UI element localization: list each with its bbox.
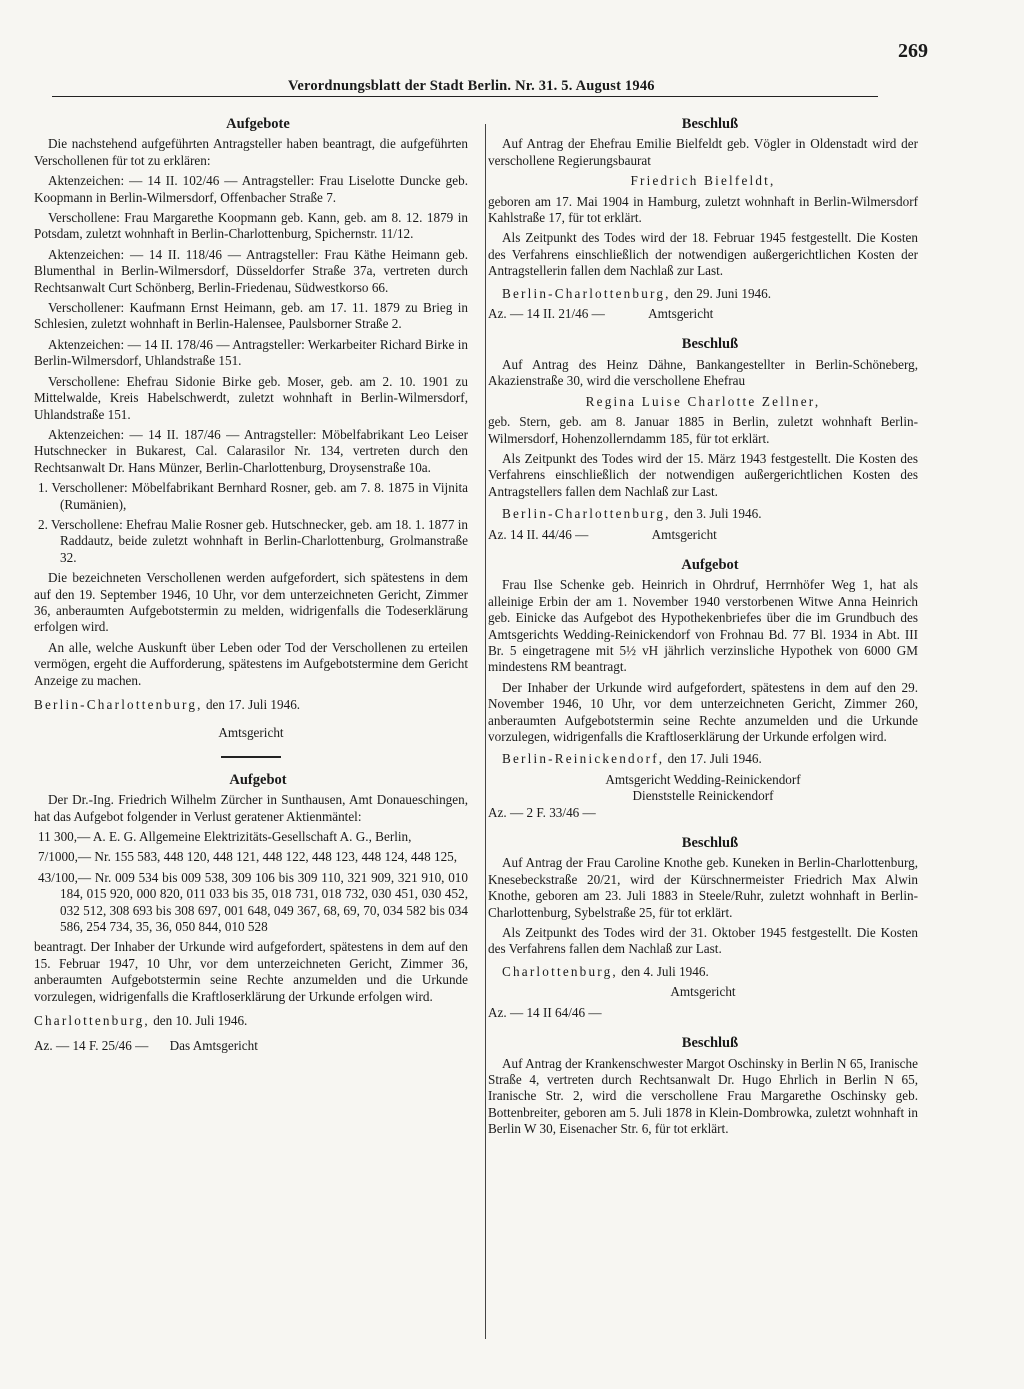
paragraph: Als Zeitpunkt des Todes wird der 31. Oktober 1945 festgestellt. Die Kosten des Verfahrens fallen dem Nachlaß zur Last. bbox=[488, 925, 918, 957]
place: Berlin-Reinickendorf, bbox=[502, 751, 665, 767]
case-number: Az. — 14 II 64/46 — bbox=[488, 1004, 602, 1020]
date: den 17. Juli 1946. bbox=[205, 697, 301, 712]
paragraph: Der Inhaber der Urkunde wird aufgefordert, spätestens in dem auf den 29. November 1946, 10 Uhr, vor dem unterzeichneten Gericht, Zimmer 260, anberaumten Aufgebotstermin seine Rechte anzumelden und die Urkunde vorzulegen, widrigenfalls die Kraftloserklärung der Urkunde erfolgen wird. bbox=[488, 679, 918, 744]
paragraph: Aktenzeichen: — 14 II. 102/46 — Antragsteller: Frau Liselotte Duncke geb. Koopmann in Berlin-Wilmersdorf, Offenbacher Straße 7. bbox=[34, 173, 468, 205]
case-number: Az. — 2 F. 33/46 — bbox=[488, 804, 596, 820]
notice-aufgebot-mortgage bbox=[488, 557, 918, 821]
section-heading: Beschluß bbox=[681, 1035, 739, 1052]
place-date-line bbox=[488, 506, 918, 522]
column-divider bbox=[485, 124, 486, 1339]
paragraph: Als Zeitpunkt des Todes wird der 18. Februar 1945 festgestellt. Die Kosten des Verfahrens einschließlich der notwendigen außergerichtlichen Kosten der Antragstellerin fallen dem Nachlaß zur Last. bbox=[488, 230, 918, 279]
court-signature: Amtsgericht bbox=[670, 984, 736, 1000]
share-list bbox=[34, 829, 468, 935]
paragraph: Auf Antrag der Krankenschwester Margot Oschinsky in Berlin N 65, Iranische Straße 4, vertreten durch Rechtsanwalt Dr. Hugo Ehrlich in Berlin N 65, Iranische Str. 2, wird die verschollene Frau Margarethe Oschinsky geb. Bottenbreiter, geboren am 5. Juli 1878 in Klein-Dombrowka, zuletzt wohnhaft in Berlin W 30, Eisenacher Str. 6, für tot erklärt. bbox=[488, 1055, 918, 1137]
paragraph: An alle, welche Auskunft über Leben oder Tod der Verschollenen zu erteilen vermögen, ergeht die Aufforderung, spätestens im Aufgebotstermine dem Gericht Anzeige zu machen. bbox=[34, 639, 468, 688]
notice-beschluss-1 bbox=[488, 116, 918, 322]
notice-beschluss-2 bbox=[488, 336, 918, 542]
notice-aufgebote bbox=[34, 116, 468, 742]
place-date-line bbox=[488, 751, 918, 767]
paragraph: Verschollener: Kaufmann Ernst Heimann, geb. am 17. 11. 1879 zu Brieg in Schlesien, zuletzt wohnhaft in Berlin-Halensee, Paulsborner Straße 2. bbox=[34, 300, 468, 332]
issue-number: Nr. 31. bbox=[515, 78, 558, 94]
paragraph: geboren am 17. Mai 1904 in Hamburg, zuletzt wohnhaft in Berlin-Wilmersdorf Kahlstraße 17, für tot erklärt. bbox=[488, 193, 918, 226]
case-number: Az. — 14 II. 21/46 — bbox=[488, 306, 605, 322]
list-item: 2. Verschollene: Ehefrau Malie Rosner geb. Hutschnecker, geb. am 18. 1. 1877 in Raddautz, beide zuletzt wohnhaft in Berlin-Charlottenburg, Grolmanstraße 32. bbox=[38, 516, 468, 565]
section-heading: Aufgebot bbox=[229, 771, 287, 788]
date: den 17. Juli 1946. bbox=[667, 751, 762, 767]
page-number: 269 bbox=[898, 40, 928, 62]
right-column bbox=[488, 116, 918, 1152]
date: den 4. Juli 1946. bbox=[621, 963, 709, 979]
list-item: 1. Verschollener: Möbelfabrikant Bernhard Rosner, geb. am 7. 8. 1875 in Vijnita (Rumänien), bbox=[38, 480, 468, 512]
az-court-line bbox=[488, 306, 918, 322]
court-signature: Amtsgericht bbox=[648, 306, 714, 322]
section-heading: Beschluß bbox=[681, 336, 739, 353]
list-item: 11 300,— A. E. G. Allgemeine Elektrizitäts-Gesellschaft A. G., Berlin, bbox=[38, 829, 412, 845]
place: Charlottenburg, bbox=[502, 963, 618, 979]
paragraph: geb. Stern, geb. am 8. Januar 1885 in Berlin, zuletzt wohnhaft Berlin-Wilmersdorf, Hohenzollerndamm 185, für tot erklärt. bbox=[488, 414, 918, 446]
notice-aufgebot-shares bbox=[34, 772, 468, 1054]
place: Berlin-Charlottenburg, bbox=[502, 285, 671, 301]
place: Berlin-Charlottenburg, bbox=[502, 506, 671, 522]
list-item: 43/100,— Nr. 009 534 bis 009 538, 309 106 bis 309 110, 321 909, 321 910, 010 184, 015 920, 000 820, 011 033 bis 35, 018 731, 018 732, 030 451, 030 452, 032 512, 308 693 bis 308 697, 001 648, 049 367, 68, 69, 70, 034 582 bis 034 586, 254 734, 35, 36, 050 844, 010 528 bbox=[38, 869, 468, 935]
az-court-line bbox=[488, 527, 918, 543]
list-item: 7/1000,— Nr. 155 583, 448 120, 448 121, 448 122, 448 123, 448 124, 448 125, bbox=[38, 849, 458, 865]
court-signature: Amtsgericht Wedding-Reinickendorf bbox=[605, 771, 801, 787]
section-divider bbox=[221, 756, 281, 758]
paragraph: Aktenzeichen: — 14 II. 178/46 — Antragsteller: Werkarbeiter Richard Birke in Berlin-Wilmersdorf, Uhlandstraße 151. bbox=[34, 336, 468, 369]
paragraph: Auf Antrag der Frau Caroline Knothe geb. Kuneken in Berlin-Charlottenburg, Knesebeckstraße 20/21, wird der Kürschnermeister Friedrich Max Alwin Knothe, geboren am 23. Juli 1883 in Steele/Ruhr, zuletzt wohnhaft in Berlin-Charlottenburg, Sybelstraße 25, für tot erklärt. bbox=[488, 855, 918, 920]
case-number: Az. 14 II. 44/46 — bbox=[488, 526, 589, 542]
page-header bbox=[288, 78, 655, 95]
issue-date: 5. August 1946 bbox=[561, 78, 655, 94]
paragraph: Auf Antrag der Ehefrau Emilie Bielfeldt geb. Vögler in Oldenstadt wird der verschollene Regierungsbaurat bbox=[488, 136, 918, 168]
paragraph: Als Zeitpunkt des Todes wird der 15. März 1943 festgestellt. Die Kosten des Verfahrens einschließlich der notwendigen außergerichtlichen Kosten des Antragstellers fallen dem Nachlaß zur Last. bbox=[488, 450, 918, 499]
place-date-line bbox=[488, 964, 918, 980]
court-signature: Das Amtsgericht bbox=[169, 1037, 258, 1053]
paragraph: Der Dr.-Ing. Friedrich Wilhelm Zürcher in Sunthausen, Amt Donaueschingen, hat das Aufgebot folgender in Verlust geratener Aktienmäntel: bbox=[34, 792, 468, 824]
section-heading: Aufgebote bbox=[226, 116, 290, 132]
court-signature: Amtsgericht bbox=[218, 725, 284, 741]
paragraph: Auf Antrag des Heinz Dähne, Bankangestellter in Berlin-Schöneberg, Akazienstraße 30, wird die verschollene Ehefrau bbox=[488, 356, 918, 389]
place: Charlottenburg, bbox=[34, 1013, 150, 1029]
left-column bbox=[34, 116, 468, 1068]
case-number: Az. — 14 F. 25/46 — bbox=[34, 1037, 149, 1053]
section-heading: Aufgebot bbox=[681, 556, 739, 573]
paragraph: Die nachstehend aufgeführten Antragsteller haben beantragt, die aufgeführten Verschollenen für tot zu erklären: bbox=[34, 136, 468, 168]
header-rule bbox=[52, 96, 878, 97]
section-heading: Beschluß bbox=[681, 835, 739, 852]
date: den 10. Juli 1946. bbox=[153, 1013, 248, 1029]
paragraph: Aktenzeichen: — 14 II. 187/46 — Antragsteller: Möbelfabrikant Leo Leiser Hutschnecker in Bukarest, Cal. Calarasilor Nr. 134, vertreten durch den Rechtsanwalt Dr. Hans Münzer, Berlin-Charlottenburg, Droysenstraße 10a. bbox=[34, 426, 468, 475]
notice-beschluss-4 bbox=[488, 1035, 918, 1137]
paragraph: Frau Ilse Schenke geb. Heinrich in Ohrdruf, Herrnhöfer Weg 1, hat als alleinige Erbin der am 1. November 1940 verstorbenen Witwe Anna Heinrich geb. Einicke das Aufgebot des Hypothekenbriefes über die im Grundbuch des Amtsgerichts Wedding-Reinickendorf von Frohnau Bd. 77 Bl. 1934 in Abt. III Br. 5 eingetragene mit 5½ vH jährlich verzinsliche Hypothek von 6000 GM mindestens RM beantragt. bbox=[488, 577, 918, 675]
paragraph: Aktenzeichen: — 14 II. 118/46 — Antragsteller: Frau Käthe Heimann geb. Blumenthal in Berlin-Wilmersdorf, Düsseldorfer Straße 37a, vertreten durch Rechtsanwalt Curt Schönberg, Berlin-Friedenau, Südwestkorso 66. bbox=[34, 246, 468, 295]
place: Berlin-Charlottenburg, bbox=[34, 697, 203, 712]
paragraph: Verschollene: Ehefrau Sidonie Birke geb. Moser, geb. am 2. 10. 1901 zu Mittelwalde, Kreis Habelschwerdt, zuletzt wohnhaft in Berlin-Wilmersdorf, Uhlandstraße 151. bbox=[34, 373, 468, 422]
paragraph: Verschollene: Frau Margarethe Koopmann geb. Kann, geb. am 8. 12. 1879 in Potsdam, zuletzt wohnhaft in Berlin-Charlottenburg, Spichernstr. 11/12. bbox=[34, 210, 468, 242]
declared-person: Regina Luise Charlotte Zellner, bbox=[585, 393, 821, 409]
place-date-line bbox=[34, 697, 468, 713]
place-date-line bbox=[34, 1013, 468, 1029]
journal-title: Verordnungsblatt der Stadt Berlin. bbox=[288, 78, 512, 94]
az-court-line bbox=[34, 1038, 468, 1054]
paragraph: Die bezeichneten Verschollenen werden aufgefordert, sich spätestens in dem auf den 19. September 1946, 10 Uhr, vor dem unterzeichneten Gericht, Zimmer 36, anberaumten Aufgebotstermin zu melden, widrigenfalls die Todeserklärung erfolgen wird. bbox=[34, 570, 468, 635]
declared-person: Friedrich Bielfeldt, bbox=[630, 173, 776, 189]
missing-persons-list bbox=[34, 480, 468, 566]
place-date-line bbox=[488, 286, 918, 302]
date: den 3. Juli 1946. bbox=[673, 506, 762, 522]
notice-beschluss-3 bbox=[488, 835, 918, 1021]
date: den 29. Juni 1946. bbox=[673, 285, 772, 301]
section-heading: Beschluß bbox=[681, 116, 739, 132]
paragraph: beantragt. Der Inhaber der Urkunde wird aufgefordert, spätestens in dem auf den 15. Februar 1947, 10 Uhr, vor dem unterzeichneten Gericht, Zimmer 36, anberaumten Aufgebotstermin seine Rechte anzumelden und die Urkunde vorzulegen, widrigenfalls die Kraftloserklärung der Urkunde erfolgen wird. bbox=[34, 939, 468, 1004]
court-signature: Amtsgericht bbox=[651, 526, 717, 542]
court-department: Dienststelle Reinickendorf bbox=[632, 788, 774, 804]
